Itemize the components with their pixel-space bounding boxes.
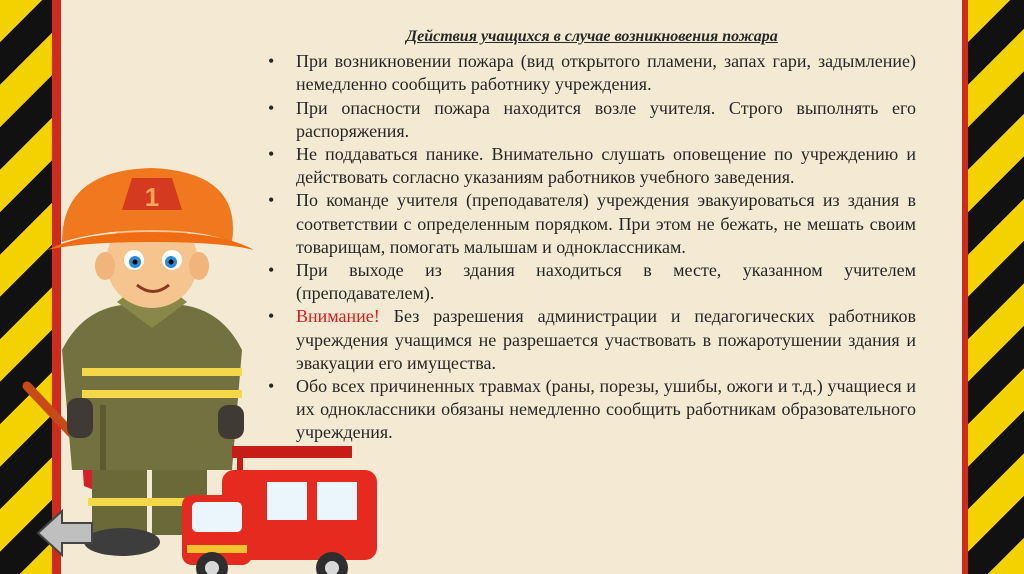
list-item: • Не поддаваться панике. Внимательно слушать оповещение по учреждению и действовать согласно указаниям работников учебного заведения. bbox=[268, 143, 916, 189]
warning-item bbox=[268, 305, 916, 375]
warning-text: Без разрешения администрации и педагогических работников учреждения учащимся не разрешается участвовать в пожаротушении здания и эвакуации его имущества. bbox=[296, 306, 916, 373]
list-item: • Обо всех причиненных травмах (раны, порезы, ушибы, ожоги и т.д.) учащиеся и их одноклассники обязаны немедленно сообщить работникам образовательного учреждения. bbox=[268, 375, 916, 445]
list-item: • При опасности пожара находится возле учителя. Строго выполнять его распоряжения. bbox=[268, 97, 916, 143]
helmet-number: 1 bbox=[144, 182, 160, 212]
right-hazard-stripes bbox=[968, 0, 1024, 574]
list-item: • По команде учителя (преподавателя) учреждения эвакуироваться из здания в соответствии с определенным порядком. При этом не бежать, не мешать своим товарищам, помогать малышам и одноклассникам. bbox=[268, 189, 916, 259]
instructions-block bbox=[268, 25, 916, 445]
slide-title: Действия учащихся в случае возникновения пожара bbox=[406, 28, 778, 45]
list-item: • При выходе из здания находиться в месте, указанном учителем (преподавателем). bbox=[268, 259, 916, 305]
back-arrow-button[interactable] bbox=[36, 509, 94, 557]
instructions-list bbox=[268, 50, 916, 444]
arrow-left-icon bbox=[38, 511, 92, 555]
list-item: • При возникновении пожара (вид открытого пламени, запах гари, задымление) немедленно сообщить работнику учреждения. bbox=[268, 50, 916, 96]
warning-label: Внимание! bbox=[296, 306, 380, 327]
